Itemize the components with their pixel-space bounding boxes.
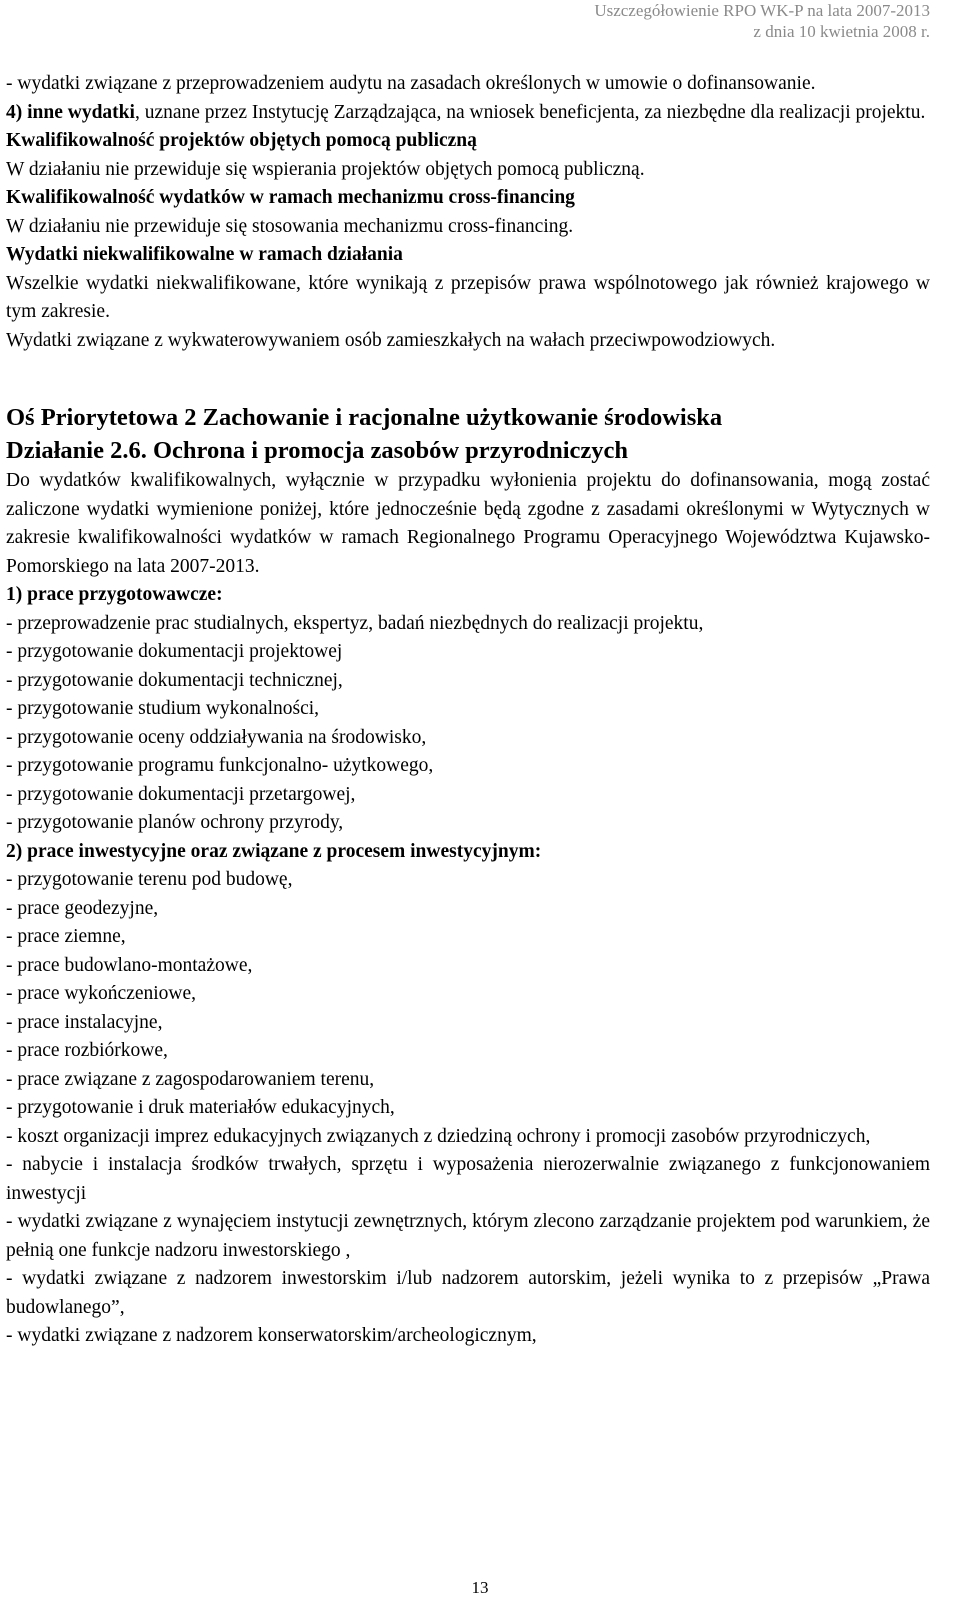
- document-body: [6, 70, 930, 1351]
- item-4-label: 4) inne wydatki: [6, 101, 135, 123]
- preparatory-works-list: [6, 610, 930, 838]
- list-item: - przygotowanie programu funkcjonalno- użytkowego,: [6, 755, 434, 776]
- list-item: - prace wykończeniowe,: [6, 983, 197, 1004]
- list-item: - przygotowanie oceny oddziaływania na środowisko,: [6, 726, 427, 748]
- item-4-text: , uznane przez Instytucję Zarządzająca, na wniosek beneficjenta, za niezbędne dla realizacji projektu.: [134, 101, 926, 123]
- page-number: 13: [471, 1578, 489, 1597]
- list-item: - koszt organizacji imprez edukacyjnych związanych z dziedziną ochrony i promocji zasobów przyrodniczych,: [6, 1125, 871, 1147]
- list-item: - wydatki związane z wynajęciem instytucji zewnętrznych, którym zlecono zarządzanie projektem pod warunkiem, że pełnią one funkcje nadzoru inwestorskiego ,: [6, 1211, 930, 1261]
- list-item: - wydatki związane z nadzorem konserwatorskim/archeologicznym,: [6, 1325, 537, 1346]
- list-item: - prace związane z zagospodarowaniem terenu,: [6, 1068, 375, 1090]
- running-header: [594, 0, 930, 42]
- ineligible-text-1: Wszelkie wydatki niekwalifikowane, które wynikają z przepisów prawa wspólnotowego jak również krajowego w tym zakresie.: [6, 272, 930, 322]
- state-aid-text: W działaniu nie przewiduje się wspierania projektów objętych pomocą publiczną.: [6, 158, 645, 180]
- list-item: - prace budowlano-montażowe,: [6, 954, 253, 976]
- list-item: - przeprowadzenie prac studialnych, ekspertyz, badań niezbędnych do realizacji projektu,: [6, 612, 704, 634]
- cross-financing-heading: Kwalifikowalność wydatków w ramach mechanizmu cross-financing: [6, 187, 575, 208]
- eligibility-intro: Do wydatków kwalifikowalnych, wyłącznie w przypadku wyłonienia projektu do dofinansowania, mogą zostać zaliczone wydatki wymienione poniżej, które jednocześnie będą zgodne z zasadami określonymi w Wytycznych w zakresie kwalifikowalności wydatków w ramach Regionalnego Programu Operacyjnego Województwa Kujawsko-Pomorskiego na lata 2007-2013.: [6, 470, 930, 577]
- ineligible-heading: Wydatki niekwalifikowalne w ramach działania: [6, 244, 403, 265]
- ineligible-text-2: Wydatki związane z wykwaterowywaniem osób zamieszkałych na wałach przeciwpowodziowych.: [6, 329, 776, 351]
- list-item: - przygotowanie studium wykonalności,: [6, 698, 320, 719]
- preparatory-works-heading: 1) prace przygotowawcze:: [6, 584, 223, 605]
- priority-axis-title: Oś Priorytetowa 2 Zachowanie i racjonalne użytkowanie środowiska: [6, 404, 723, 431]
- list-item: - przygotowanie terenu pod budowę,: [6, 869, 293, 890]
- list-item: - przygotowanie dokumentacji technicznej,: [6, 669, 343, 691]
- list-item: - przygotowanie dokumentacji projektowej: [6, 641, 343, 662]
- list-item: - prace rozbiórkowe,: [6, 1040, 168, 1061]
- header-date: z dnia 10 kwietnia 2008 r.: [753, 22, 930, 41]
- list-item: - przygotowanie i druk materiałów edukacyjnych,: [6, 1097, 395, 1118]
- item-4: [6, 99, 930, 128]
- section-gap: [6, 355, 930, 401]
- list-item: - przygotowanie dokumentacji przetargowej,: [6, 783, 356, 805]
- list-item: - przygotowanie planów ochrony przyrody,: [6, 812, 344, 833]
- state-aid-heading: Kwalifikowalność projektów objętych pomocą publiczną: [6, 130, 477, 151]
- investment-works-heading: 2) prace inwestycyjne oraz związane z procesem inwestycyjnym:: [6, 840, 542, 862]
- header-title: Uszczegółowienie RPO WK-P na lata 2007-2013: [594, 1, 930, 20]
- list-item: - nabycie i instalacja środków trwałych, sprzętu i wyposażenia nierozerwalnie związanego z funkcjonowaniem inwestycji: [6, 1154, 930, 1204]
- list-item: - wydatki związane z nadzorem inwestorskim i/lub nadzorem autorskim, jeżeli wynika to z przepisów „Prawa budowlanego”,: [6, 1268, 930, 1318]
- list-item: - prace instalacyjne,: [6, 1011, 163, 1033]
- list-item: - prace ziemne,: [6, 926, 126, 947]
- audit-item: - wydatki związane z przeprowadzeniem audytu na zasadach określonych w umowie o dofinansowanie.: [6, 73, 816, 94]
- cross-financing-text: W działaniu nie przewiduje się stosowania mechanizmu cross-financing.: [6, 215, 574, 237]
- list-item: - prace geodezyjne,: [6, 897, 159, 919]
- investment-works-list: [6, 866, 930, 1351]
- action-title: Działanie 2.6. Ochrona i promocja zasobów przyrodniczych: [6, 437, 628, 464]
